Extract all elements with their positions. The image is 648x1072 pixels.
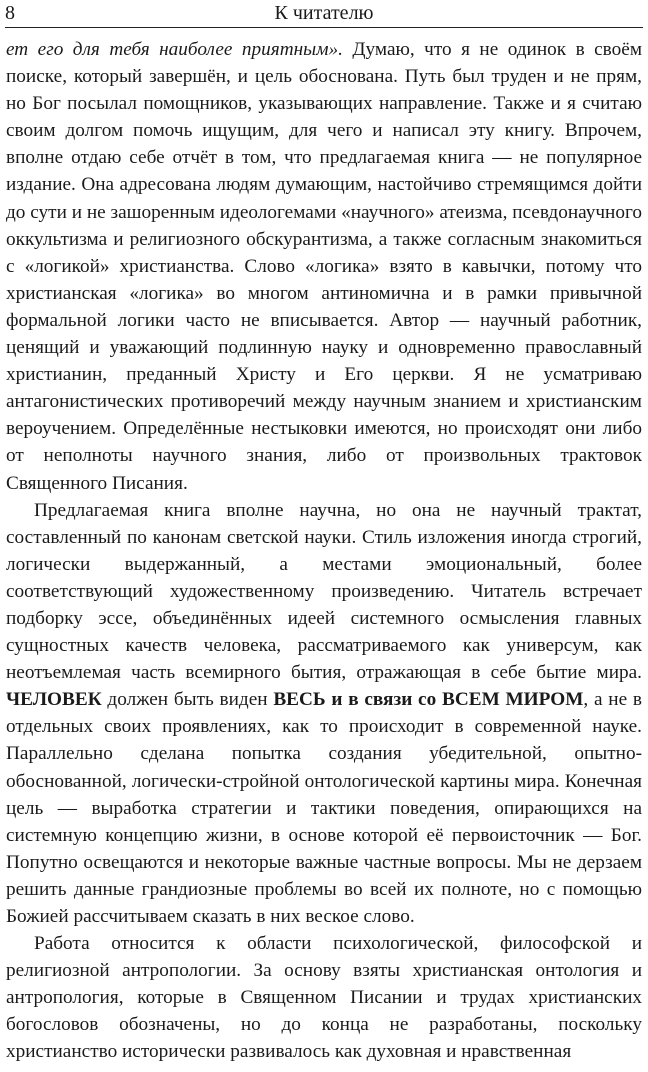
text-run: должен быть виден <box>101 689 274 711</box>
text-run: ет его для тебя наиболее приятным». <box>6 39 343 60</box>
page-number: 8 <box>5 2 15 24</box>
body-text <box>6 36 642 1066</box>
running-header <box>5 0 643 28</box>
paragraph-3 <box>6 930 642 1065</box>
emphasis-bold: ЧЕЛОВЕК <box>6 689 102 711</box>
text-run: Думаю, что я не одинок в своём поиске, который завершён, и цель обоснована. Путь был труден и не прям, но Бог посылал помощников, указывающих направление. Также и я считаю своим долгом помочь ищущим, для чего и написал эту книгу. Впрочем, вполне отдаю себе отчёт в том, что предлагаемая книга — не популярное издание. Она адресована людям думающим, настойчиво стремящимся дойти до сути и не зашоренным идеологемами «научного» атеизма, псевдонаучного оккультизма и религиозного обскурантизма, а также согласным знакомиться с «логикой» христианства. Слово «логика» взято в кавычки, потому что христианская «логика» во многом антиномична и в рамки привычной формальной логики часто не вписывается. Автор — научный работник, ценящий и уважающий подлинную науку и одновременно православный христианин, преданный Христу и Его церкви. Я не усматриваю антагонистических противоречий между научным знанием и христианским вероучением. Определённые нестыковки имеются, но происходят они либо от неполноты научного знания, либо от произвольных трактовок Священного Писания. <box>6 39 642 494</box>
text-run: Предлагаемая книга вполне научна, но она не научный трактат, составленный по канонам светской науки. Стиль изложения иногда строгий, логически выдержанный, а местами эмоциональный, более соответствующий художественному произведению. Читатель встречает подборку эссе, объединённых идеей системного осмысления главных сущностных качеств человека, рассматриваемого как универсум, как неотъемлемая часть всемирного бытия, отражающая в себе бытие мира. <box>6 499 642 684</box>
section-title: К читателю <box>274 2 374 24</box>
text-run: , а не в отдельных своих проявлениях, как то происходит в современной науке. Параллельно сделана попытка создания убедительной, опытно-обоснованной, логически-стройной онтологической картины мира. Конечная цель — выработка стратегии и тактики поведения, опирающихся на системную концепцию жизни, в основе которой её первоисточник — Бог. Попутно освещаются и некоторые важные частные вопросы. Мы не дерзаем решить данные грандиозные проблемы во всей их полноте, но с помощью Божией рассчитываем сказать в них веское слово. <box>6 689 642 927</box>
text-run: Работа относится к области психологической, философской и религиозной антропологии. За основу взяты христианская онтология и антропология, которые в Священном Писании и трудах христианских богословов обозначены, но до конца не разработаны, поскольку христианство исторически развивалось как духовная и нравственная <box>6 933 642 1063</box>
paragraph-2 <box>6 497 642 931</box>
emphasis-bold: ВЕСЬ и в связи со ВСЕМ МИРОМ <box>273 689 584 711</box>
paragraph-1 <box>6 36 642 497</box>
